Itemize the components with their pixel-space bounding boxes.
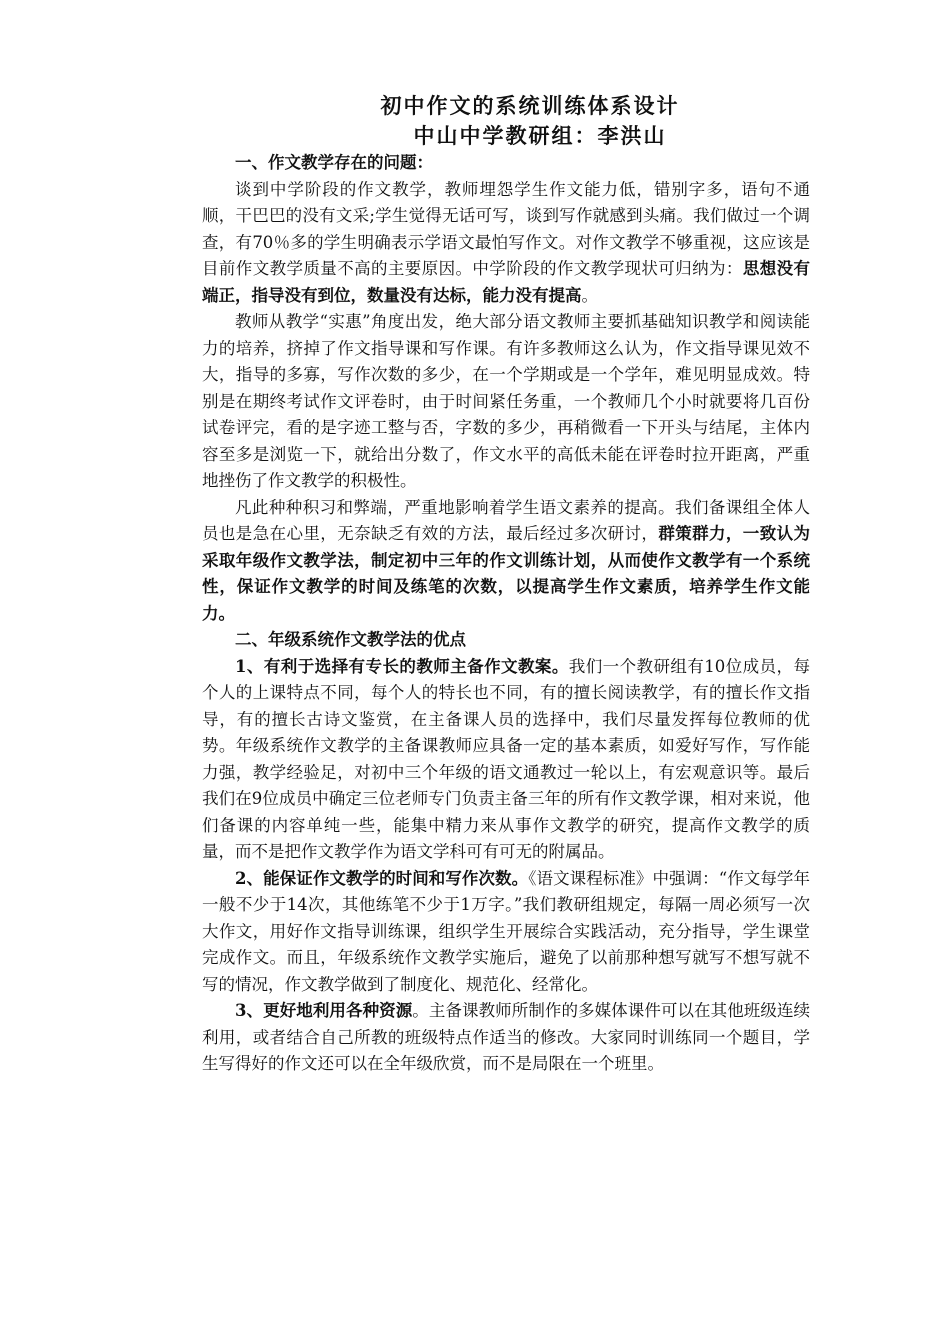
text-run: 1、有利于选择有专长的教师主备作文教案。 <box>235 656 569 676</box>
heading-section-1 <box>202 150 810 177</box>
text-run: 群策群力，一致认为采取年级作文教学法，制定初中三年的作文训练计划，从而使作文教学有一个系统性，保证作文教学的时间及练笔的次数，以提高学生作文素质，培养学生作文能力。 <box>202 524 811 623</box>
text-run: 。主备课教师所制作的多媒体课件可以在其他班级连续利用，或者结合自己所教的班级特点作适当的修改。大家同时训练同一个题目，学生写得好的作文还可以在全年级欣赏，而不是局限在一个班里。 <box>202 1001 810 1073</box>
text-run: 谈到中学阶段的作文教学，教师埋怨学生作文能力低，错别字多，语句不通顺，干巴巴的没有文采;学生觉得无话可写，谈到写作就感到头痛。我们做过一个调查，有70％多的学生明确表示学语文最怕写作文。对作文教学不够重视，这应该是目前作文教学质量不高的主要原因。中学阶段的作文教学现状可归纳为： <box>202 179 810 278</box>
paragraph <box>202 177 810 310</box>
text-run: 2、能保证作文教学的时间和写作次数。 <box>235 868 529 888</box>
paragraph <box>202 866 810 999</box>
document-title: 初中作文的系统训练体系设计 <box>380 94 680 118</box>
heading-section-2 <box>202 627 810 654</box>
paragraph <box>202 998 810 1078</box>
paragraph <box>202 495 810 628</box>
document-body <box>202 150 810 1078</box>
text-run: 思想没有端正，指导没有到位，数量没有达标，能力没有提高 <box>202 259 811 305</box>
text-run: 我们一个教研组有10位成员，每个人的上课特点不同，每个人的特长也不同，有的擅长阅读教学，有的擅长作文指导，有的擅长古诗文鉴赏，在主备课人员的选择中，我们尽量发挥每位教师的优势。年级系统作文教学的主备课教师应具备一定的基本素质，如爱好写作，写作能力强，教学经验足，对初中三个年级的语文通教过一轮以上，有宏观意识等。最后我们在9位成员中确定三位老师专门负责主备三年的所有作文教学课，相对来说，他们备课的内容单纯一些，能集中精力来从事作文教学的研究，提高作文教学的质量，而不是把作文教学作为语文学科可有可无的附属品。 <box>202 656 810 861</box>
text-run: 3、更好地利用各种资源 <box>235 1001 413 1020</box>
text-run: 二、年级系统作文教学法的优点 <box>235 630 466 649</box>
document-author: 中山中学教研组：李洪山 <box>413 124 667 148</box>
text-run: 凡此种种积习和弊端，严重地影响着学生语文素养的提高。我们备课组全体人员也是急在心里，无奈缺乏有效的方法，最后经过多次研讨， <box>202 497 810 543</box>
paragraph <box>202 654 810 866</box>
text-run: 一、作文教学存在的问题： <box>235 153 433 172</box>
paragraph <box>202 309 810 495</box>
text-run: 教师从教学“实惠”角度出发，绝大部分语文教师主要抓基础知识教学和阅读能力的培养，挤掉了作文指导课和写作课。有许多教师这么认为，作文指导课见效不大，指导的多寡，写作次数的多少，在一个学期或是一个学年，难见明显成效。特别是在期终考试作文评卷时，由于时间紧任务重，一个教师几个小时就要将几百份试卷评完，看的是字迹工整与否，字数的多少，再稍微看一下开头与结尾，主体内容至多是浏览一下，就给出分数了，作文水平的高低未能在评卷时拉开距离，严重地挫伤了作文教学的积极性。 <box>202 312 810 490</box>
text-run: 。 <box>581 285 598 305</box>
text-run: 《语文课程标准》中强调：“作文每学年一般不少于14次，其他练笔不少于1万字。”我们教研组规定，每隔一周必须写一次大作文，用好作文指导训练课，组织学生开展综合实践活动，充分指导，学生课堂完成作文。而且，年级系统作文教学实施后，避免了以前那种想写就写不想写就不写的情况，作文教学做到了制度化、规范化、经常化。 <box>202 868 811 994</box>
